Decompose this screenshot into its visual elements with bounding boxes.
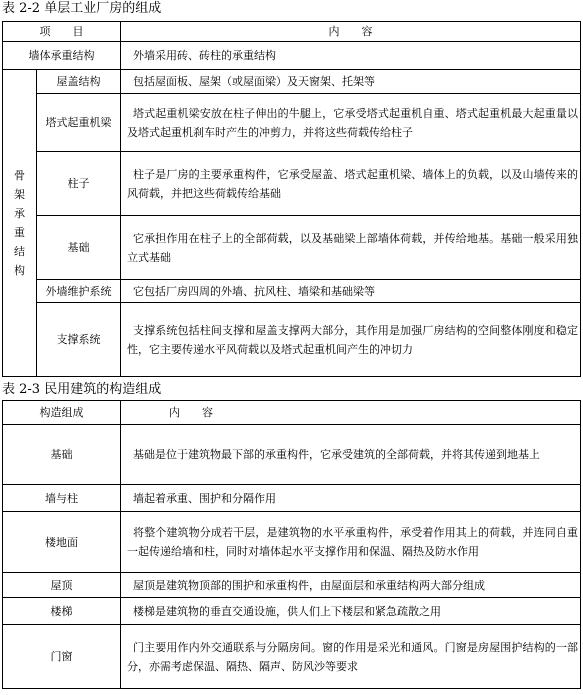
- row-content: [121, 216, 581, 280]
- table-row: [3, 485, 581, 512]
- table-row: [3, 216, 581, 280]
- group-label-cell: [3, 70, 37, 377]
- row-content: [121, 425, 581, 485]
- row-content-text: 墙起着承重、围护和分隔作用: [133, 491, 276, 505]
- table-2-2-caption: 表 2-2 单层工业厂房的组成: [2, 1, 162, 16]
- table-row: [3, 425, 581, 485]
- row-name: 门窗: [3, 625, 121, 689]
- table-row: [3, 573, 581, 598]
- row-content-text: 将整个建筑物分成若干层，是建筑物的水平承重构件，承受着作用其上的荷载，并连同自重一起传递给墙和柱，同时对墙体起水平支撑作用和保温、隔热及防水作用: [127, 526, 578, 558]
- row-name: 墙与柱: [3, 485, 121, 512]
- header-content: 内 容: [121, 22, 581, 42]
- row-content: [121, 512, 581, 573]
- row-content: [121, 152, 581, 216]
- table-row: [3, 152, 581, 216]
- row-content: [121, 42, 581, 70]
- table-row: [3, 625, 581, 689]
- row-name: 墙体承重结构: [3, 42, 121, 70]
- row-content: [121, 625, 581, 689]
- row-name: 楼地面: [3, 512, 121, 573]
- table-header-row: [3, 22, 581, 42]
- header-item: 构造组成: [3, 401, 121, 425]
- row-name: 柱子: [37, 152, 121, 216]
- row-content-text: 支撑系统包括柱间支撑和屋盖支撑两大部分，其作用是加强厂房结构的空间整体刚度和稳定性，它主要传递水平风荷载以及塔式起重机间产生的冲切力: [127, 323, 578, 356]
- factory-composition-table: [2, 21, 581, 377]
- header-item: 项 目: [3, 22, 121, 42]
- row-content-text: 它包括厂房四周的外墙、抗风柱、墙梁和基础梁等: [133, 284, 375, 298]
- row-content-text: 它承担作用在柱子上的全部荷载，以及基础梁上部墙体荷载，并传给地基。基础一般采用独立式基础: [127, 231, 578, 264]
- header-content: [121, 401, 581, 425]
- civil-building-table: [2, 400, 581, 689]
- row-content-text: 包括屋面板、屋架（或屋面梁）及天窗架、托架等: [133, 75, 375, 88]
- row-content: [121, 598, 581, 625]
- row-content: [121, 280, 581, 303]
- row-content-text: 屋顶是建筑物顶部的围护和承重构件，由屋面层和承重结构两大部分组成: [133, 578, 485, 592]
- row-name: 支撑系统: [37, 303, 121, 377]
- row-name: 塔式起重机梁: [37, 94, 121, 152]
- table-row: [3, 42, 581, 70]
- table-row: [3, 94, 581, 152]
- row-content: [121, 573, 581, 598]
- group-label: 骨架承重结构: [14, 169, 25, 277]
- table-row: [3, 598, 581, 625]
- row-content: [121, 94, 581, 152]
- row-name: 外墙维护系统: [37, 280, 121, 303]
- row-name: 屋顶: [3, 573, 121, 598]
- row-content-text: 楼梯是建筑物的垂直交通设施，供人们上下楼层和紧急疏散之用: [133, 604, 441, 618]
- row-content-text: 基础是位于建筑物最下部的承重构件，它承受建筑的全部荷载，并将其传递到地基上: [133, 448, 540, 461]
- table-row: [3, 512, 581, 573]
- table-row: [3, 303, 581, 377]
- row-content-text: 塔式起重机梁安放在柱子伸出的牛腿上，它承受塔式起重机自重、塔式起重机最大起重量以及塔式起重机刹车时产生的冲剪力，并将这些荷载传给柱子: [127, 106, 578, 139]
- table-header-row: [3, 401, 581, 425]
- row-name: 基础: [3, 425, 121, 485]
- row-content-text: 门主要用作内外交通联系与分隔房间。窗的作用是采光和通风。门窗是房屋围护结构的一部分，亦需考虑保温、隔热、隔声、防风沙等要求: [127, 640, 578, 673]
- row-content-text: 外墙采用砖、砖柱的承重结构: [133, 49, 276, 62]
- row-content: [121, 485, 581, 512]
- row-content-text: 柱子是厂房的主要承重构件，它承受屋盖、塔式起重机梁、墙体上的负载，以及山墙传来的风荷载，并把这些荷载传给基础: [127, 167, 578, 200]
- table-row: [3, 280, 581, 303]
- row-name: 屋盖结构: [37, 70, 121, 94]
- row-name: 基础: [37, 216, 121, 280]
- table-2-3-caption: 表 2-3 民用建筑的构造组成: [2, 382, 162, 397]
- row-content: [121, 70, 581, 94]
- header-content-text: 内 容: [169, 406, 213, 419]
- row-name: 楼梯: [3, 598, 121, 625]
- table-row: [3, 70, 581, 94]
- row-content: [121, 303, 581, 377]
